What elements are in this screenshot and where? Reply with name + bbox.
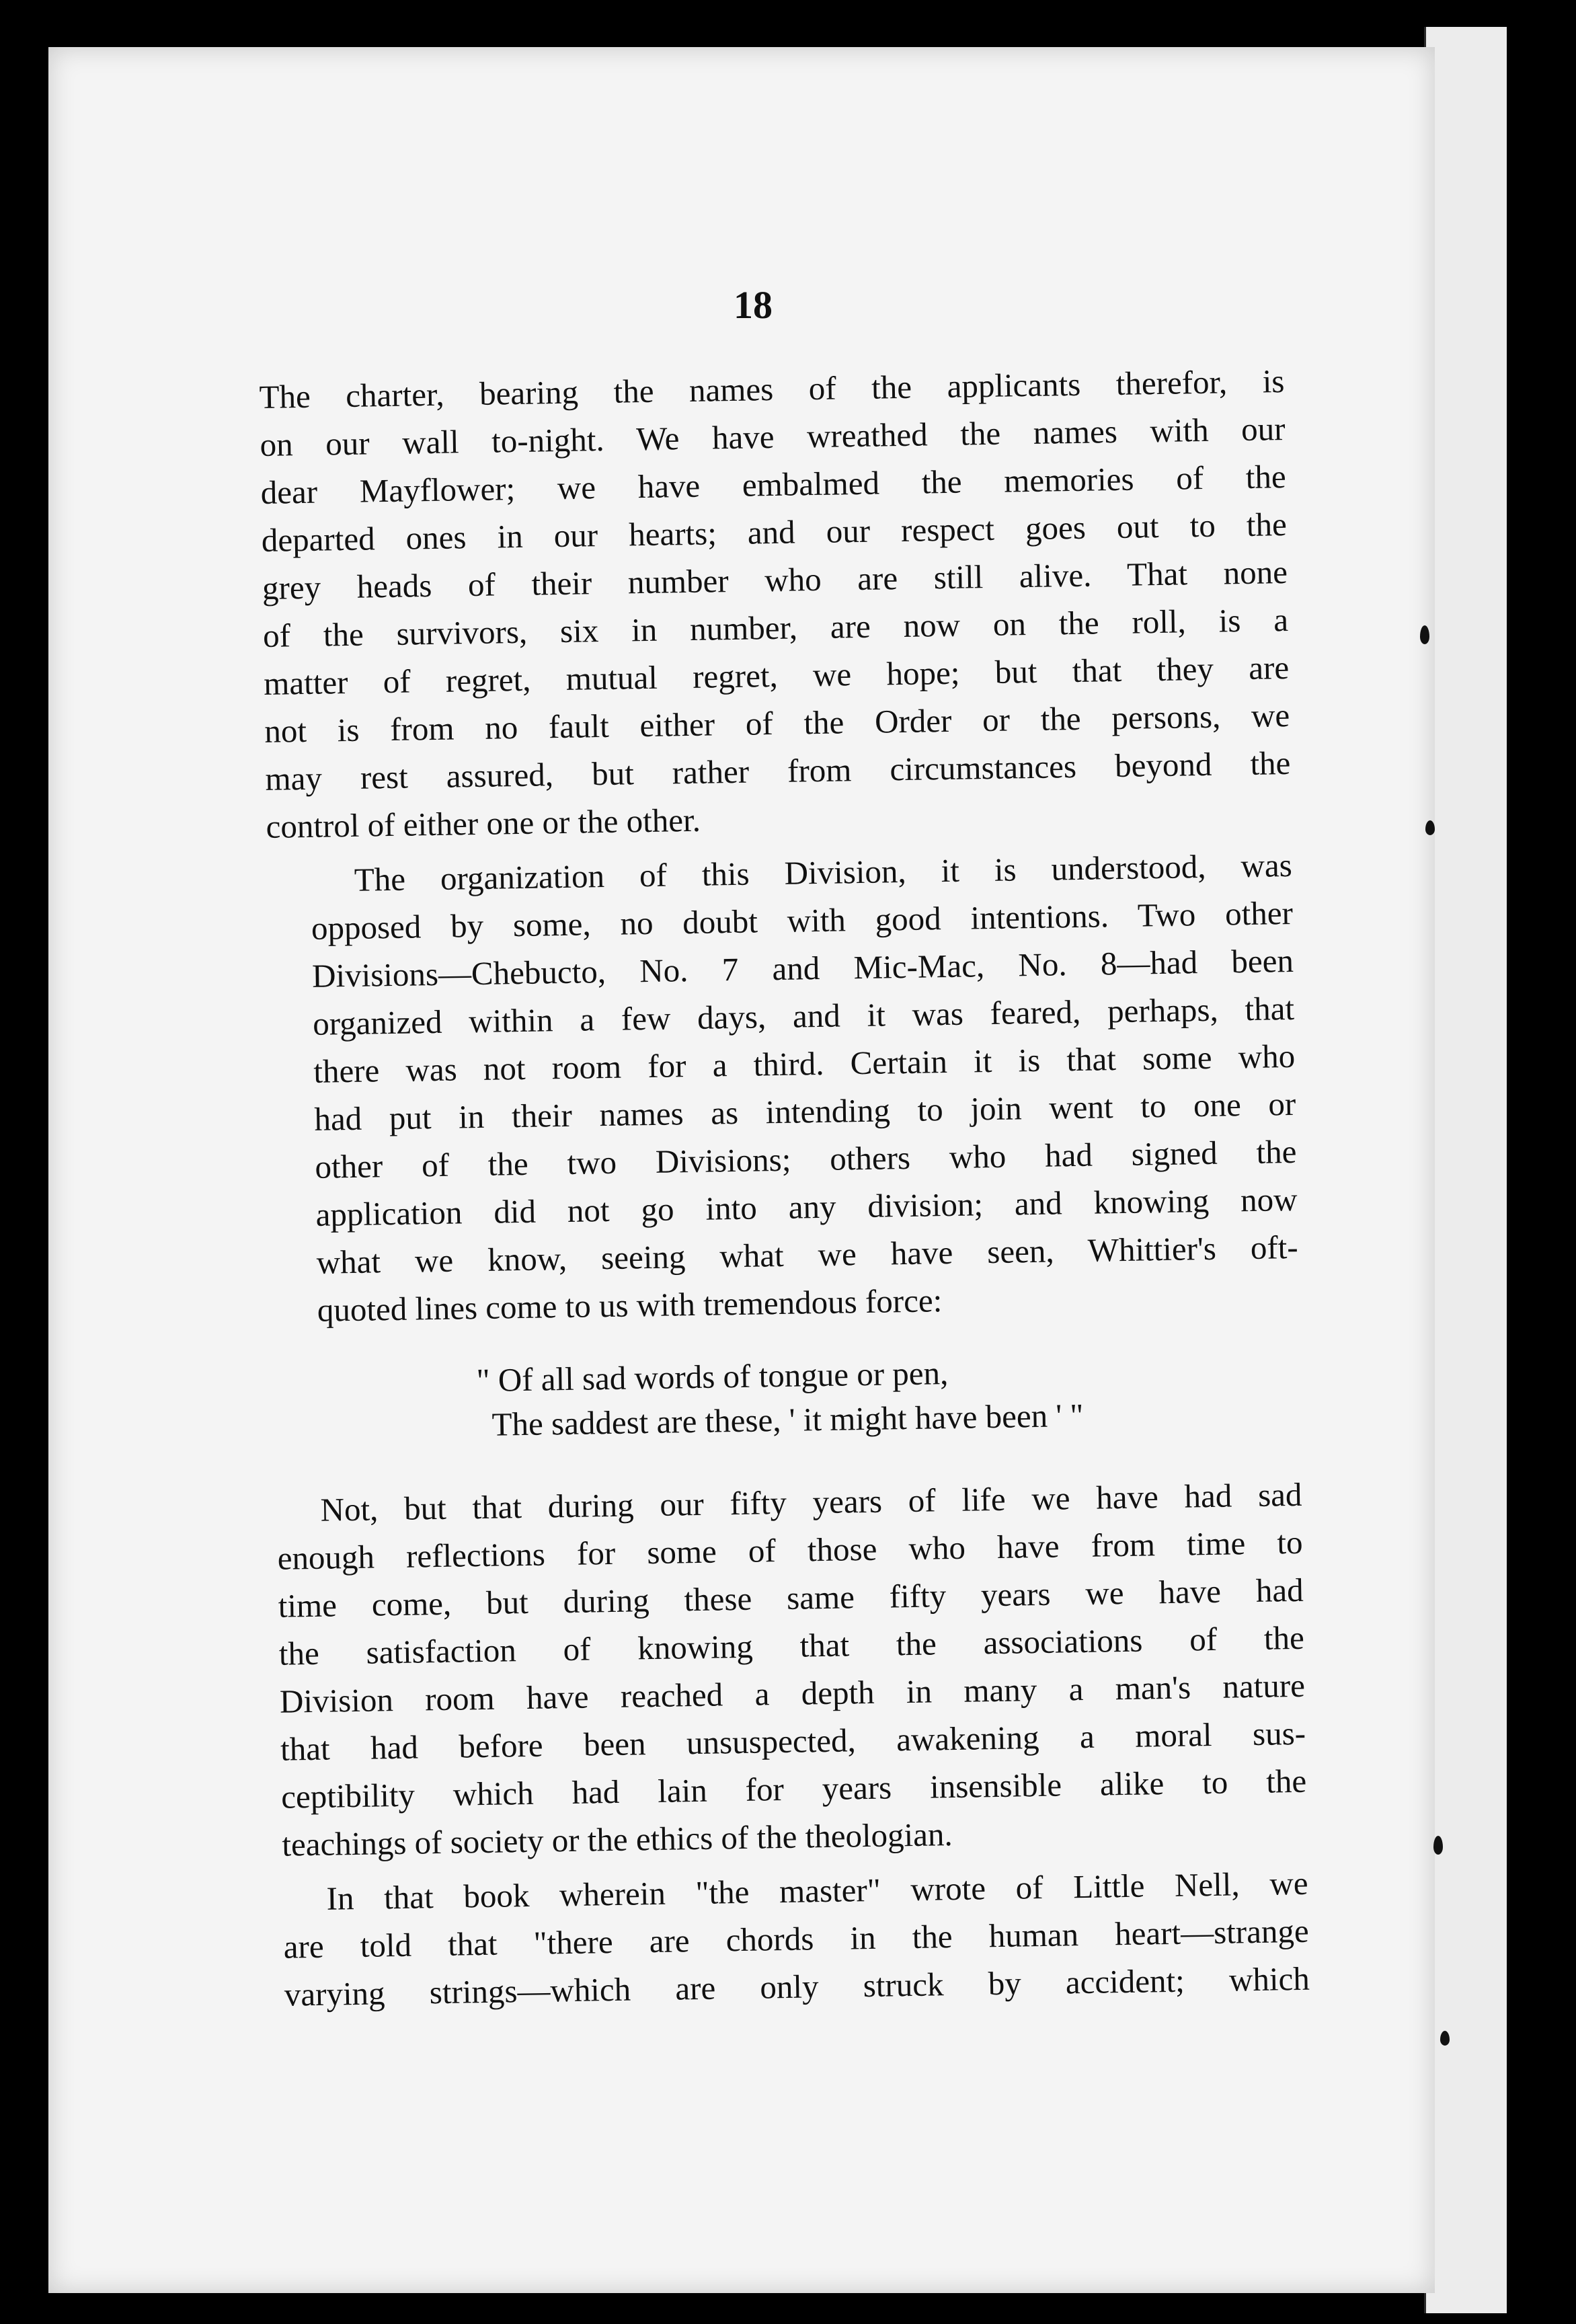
text-line: control of either one or the other.: [266, 801, 701, 845]
page-number: 18: [734, 283, 773, 327]
text-line: that had before been unsuspected, awakening a moral sus-: [280, 1714, 1306, 1768]
text-line: Divisions—Chebucto, No. 7 and Mic-Mac, No. 8—had been: [311, 941, 1294, 995]
text-line: of the survivors, six in number, are now on the roll, is a: [262, 601, 1289, 654]
text-line: enough reflections for some of those who have from time to: [277, 1523, 1303, 1577]
text-line: The organization of this Division, it is understood, was: [354, 846, 1293, 898]
text-line: departed ones in our hearts; and our respect goes out to the: [261, 506, 1288, 559]
margin-mark: [1425, 820, 1435, 835]
text-line: time come, but during these same fifty years we have had: [278, 1571, 1304, 1625]
text-line: had put in their names as intending to join went to one or: [314, 1085, 1296, 1138]
text-line: organized within a few days, and it was feared, perhaps, that: [312, 989, 1295, 1042]
text-line: on our wall to-night. We have wreathed the names with our: [260, 410, 1286, 463]
quote-line: The saddest are these, ' it might have been ' ": [491, 1396, 1084, 1443]
block-quote: [274, 1346, 1301, 1450]
text-line: may rest assured, but rather from circumstances beyond the: [265, 744, 1291, 798]
text-line: the satisfaction of knowing that the associations of the: [278, 1619, 1305, 1672]
paragraph: [282, 1859, 1310, 2019]
text-line: The charter, bearing the names of the applicants therefor, is: [259, 362, 1285, 416]
text-line: grey heads of their number who are still alive. That none: [262, 553, 1288, 607]
paragraph: [276, 1471, 1308, 1869]
text-line: there was not room for a third. Certain it is that some who: [313, 1037, 1296, 1090]
text-line: opposed by some, no doubt with good intentions. Two other: [311, 894, 1294, 947]
text-line: not is from no fault either of the Order or the persons, we: [264, 696, 1290, 750]
text-line: Not, but that during our fifty years of life we have had sad: [320, 1475, 1302, 1528]
adjacent-page-edge: [1424, 27, 1507, 2313]
text-line: teachings of society or the ethics of the theologian.: [281, 1816, 953, 1863]
text-line: varying strings—which are only struck by accident; which: [284, 1960, 1310, 2013]
margin-mark: [1420, 625, 1429, 644]
text-line: Division room have reached a depth in many a man's nature: [279, 1666, 1306, 1720]
margin-mark: [1440, 2031, 1450, 2046]
margin-mark: [1433, 1836, 1443, 1855]
text-line: other of the two Divisions; others who had signed the: [315, 1132, 1297, 1186]
text-line: what we know, seeing what we have seen, Whittier's oft-: [316, 1228, 1299, 1281]
text-line: matter of regret, mutual regret, we hope; but that they are: [263, 648, 1290, 702]
text-line: application did not go into any division; and knowing now: [315, 1180, 1298, 1233]
text-line: quoted lines come to us with tremendous force:: [317, 1282, 943, 1329]
text-line: are told that "there are chords in the human heart—strange: [283, 1912, 1310, 1966]
quote-line: " Of all sad words of tongue or pen,: [476, 1354, 949, 1399]
body-text: [259, 357, 1310, 2025]
text-line: ceptibility which had lain for years insensible alike to the: [280, 1762, 1307, 1816]
paragraph: [266, 841, 1299, 1335]
text-line: dear Mayflower; we have embalmed the memories of the: [260, 458, 1287, 511]
paragraph: [259, 357, 1292, 851]
text-line: In that book wherein "the master" wrote of Little Nell, we: [326, 1864, 1308, 1917]
